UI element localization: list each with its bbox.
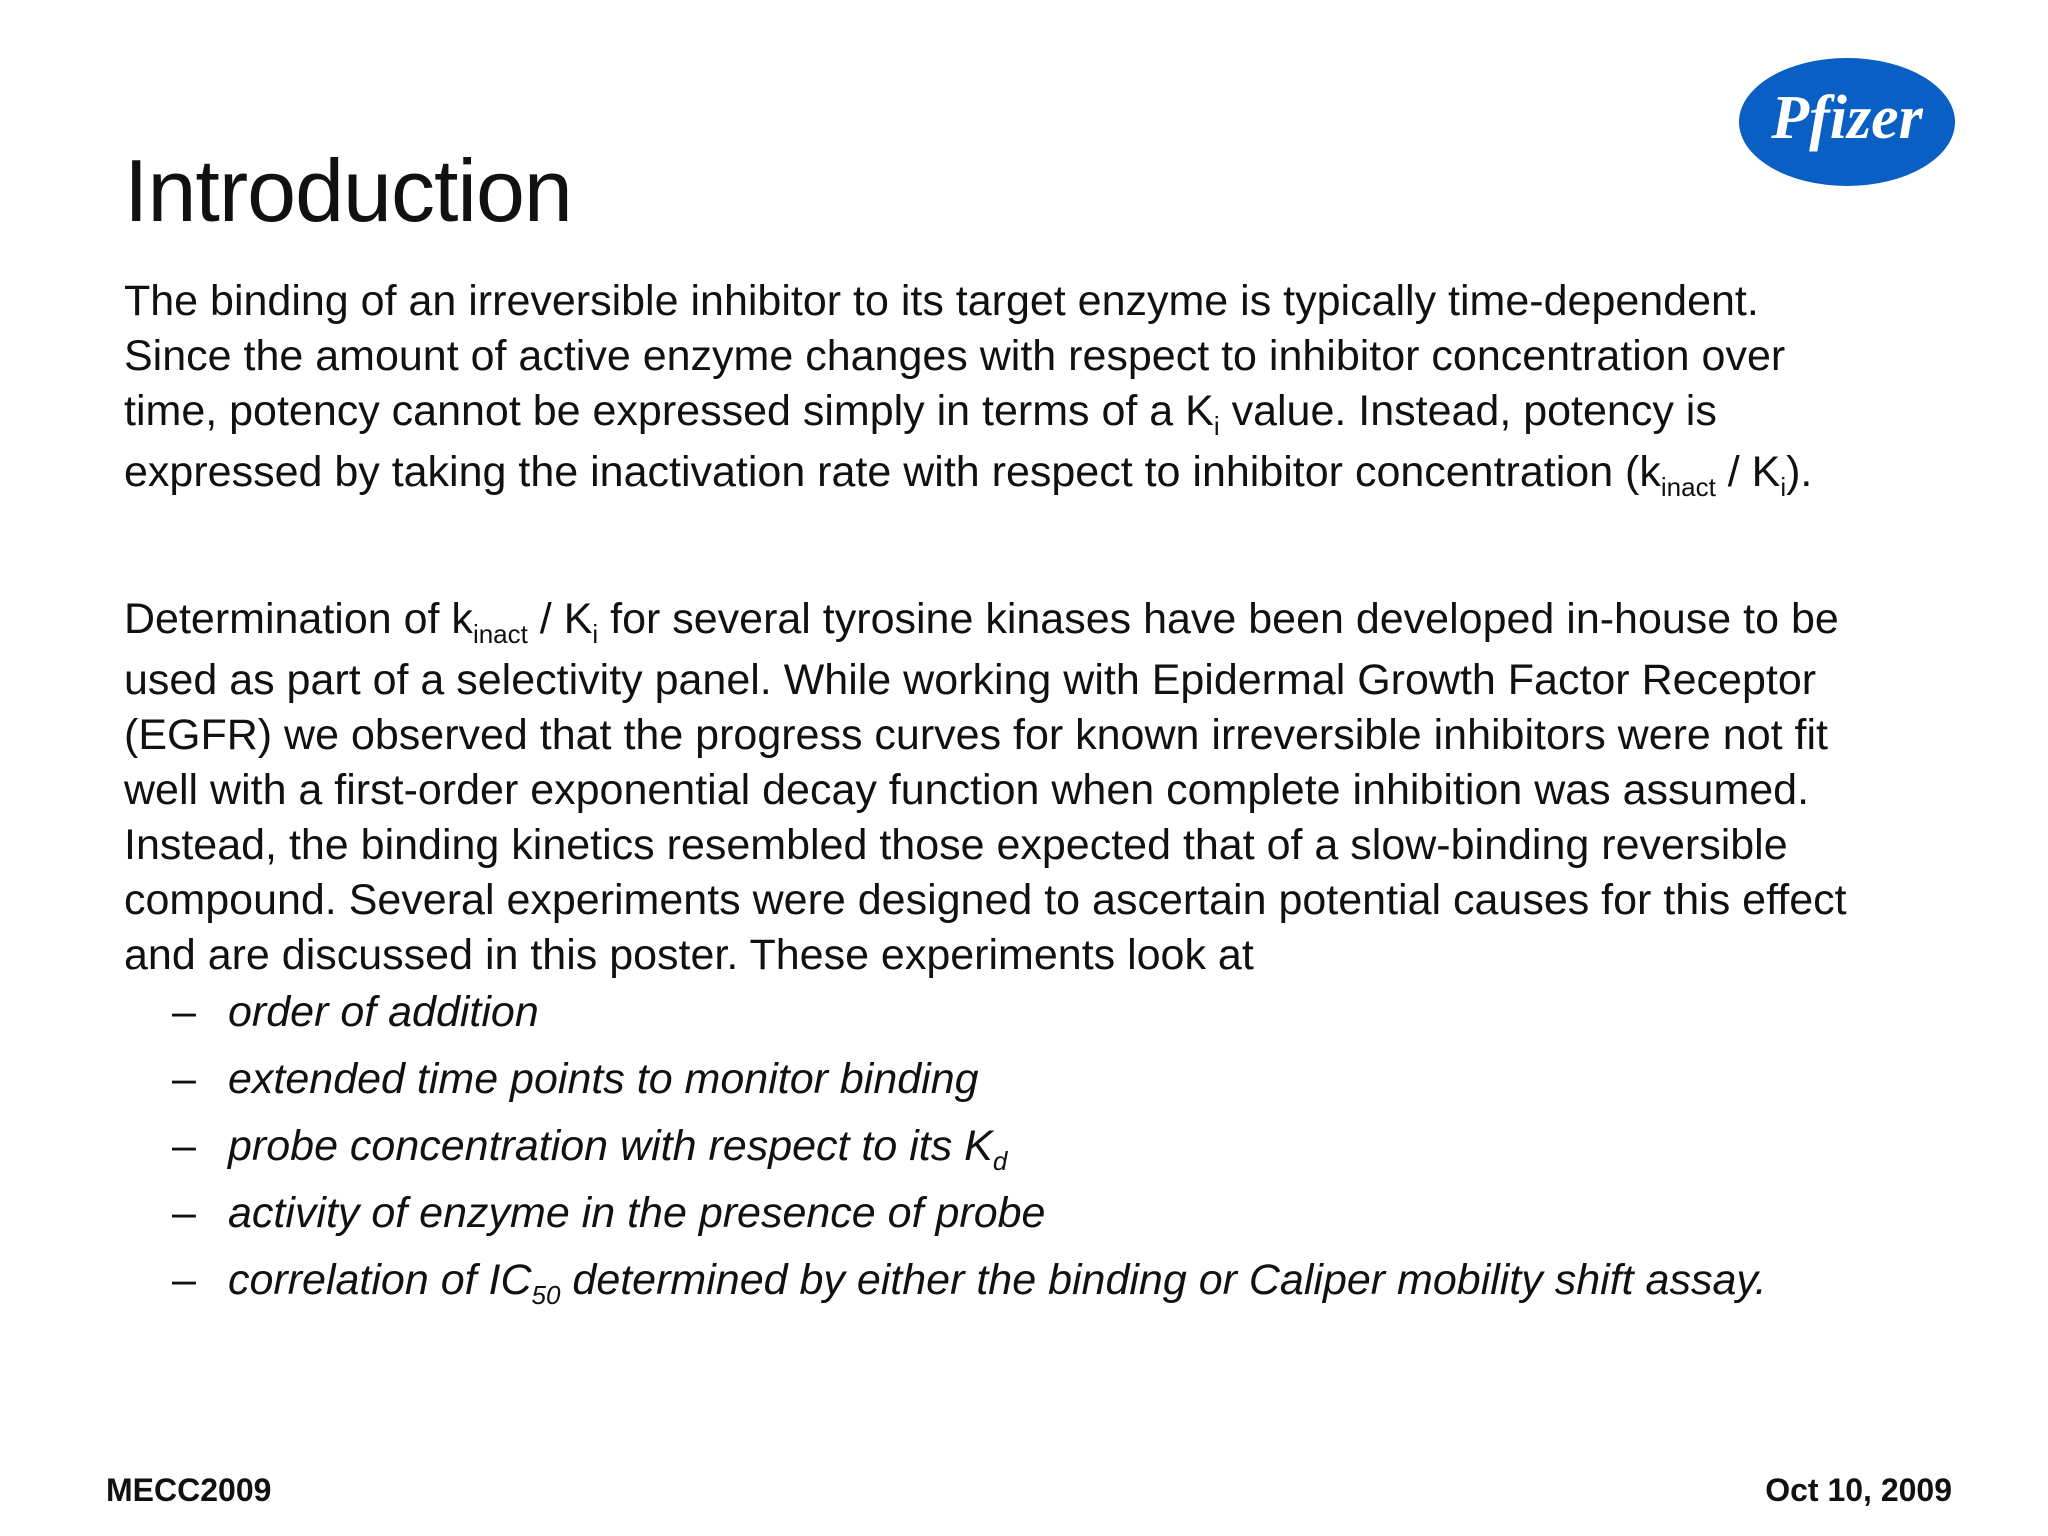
bullet-extended-time-points: extended time points to monitor binding bbox=[228, 1055, 979, 1103]
bullet-ic50-text-a: correlation of IC bbox=[228, 1256, 532, 1304]
p2-line-4: well with a first-order exponential decay function when complete inhibition was assumed. bbox=[124, 766, 1810, 814]
p2-line-3: (EGFR) we observed that the progress curves for known irreversible inhibitors were not fit bbox=[124, 711, 1828, 759]
p2-line-2: used as part of a selectivity panel. While working with Epidermal Growth Factor Receptor bbox=[124, 656, 1817, 704]
p1-line-1: The binding of an irreversible inhibitor to its target enzyme is typically time-dependent. bbox=[124, 277, 1759, 325]
p2-line-1-subscript-1: inact bbox=[472, 619, 528, 649]
bullet-order-of-addition: order of addition bbox=[228, 988, 539, 1036]
list-item bbox=[172, 1189, 1767, 1256]
bullet-ic50-text-b: determined by either the binding or Caliper mobility shift assay. bbox=[560, 1256, 1767, 1304]
page-title: Introduction bbox=[124, 141, 572, 240]
logo-text: Pfizer bbox=[1771, 84, 1923, 152]
p1-line-3 bbox=[124, 384, 2004, 439]
dash-bullet: – bbox=[172, 1055, 196, 1103]
footer-conference: MECC2009 bbox=[106, 1472, 272, 1508]
p1-line-4-subscript-2: i bbox=[1780, 472, 1787, 502]
p1-line-3-text-a: time, potency cannot be expressed simply in terms of a K bbox=[124, 387, 1214, 435]
p2-line-7: and are discussed in this poster. These experiments look at bbox=[124, 931, 1254, 979]
p1-line-4 bbox=[124, 445, 2004, 500]
bullet-probe-concentration bbox=[228, 1122, 1008, 1176]
p2-line-1-text-c: for several tyrosine kinases have been developed in-house to be bbox=[598, 595, 1839, 643]
experiment-list bbox=[172, 988, 1767, 1323]
p1-line-4-subscript-1: inact bbox=[1660, 472, 1716, 502]
p2-line-1-text-a: Determination of k bbox=[124, 595, 473, 643]
p1-line-2: Since the amount of active enzyme changes with respect to inhibitor concentration over bbox=[124, 332, 1786, 380]
p2-line-1-subscript-2: i bbox=[592, 619, 599, 649]
dash-bullet: – bbox=[172, 1122, 196, 1170]
p1-line-4-text-a: expressed by taking the inactivation rate with respect to inhibitor concentration (k bbox=[124, 448, 1661, 496]
bullet-ic50-correlation bbox=[228, 1256, 1767, 1310]
p2-line-5: Instead, the binding kinetics resembled those expected that of a slow-binding reversible bbox=[124, 821, 1788, 869]
pfizer-logo bbox=[1737, 56, 1957, 188]
bullet-enzyme-activity: activity of enzyme in the presence of probe bbox=[228, 1189, 1046, 1237]
list-item bbox=[172, 1122, 1767, 1189]
bullet-probe-subscript: d bbox=[992, 1146, 1008, 1176]
p1-line-4-text-b: / K bbox=[1715, 448, 1781, 496]
p2-line-6: compound. Several experiments were designed to ascertain potential causes for this effect bbox=[124, 876, 1847, 924]
p2-line-1 bbox=[124, 592, 2004, 647]
intro-paragraph-2 bbox=[124, 586, 2004, 983]
dash-bullet: – bbox=[172, 988, 196, 1036]
p2-line-1-text-b: / K bbox=[527, 595, 593, 643]
p1-line-3-text-b: value. Instead, potency is bbox=[1219, 387, 1717, 435]
list-item bbox=[172, 988, 1767, 1055]
list-item bbox=[172, 1055, 1767, 1122]
bullet-ic50-subscript: 50 bbox=[531, 1280, 561, 1310]
list-item bbox=[172, 1256, 1767, 1323]
dash-bullet: – bbox=[172, 1256, 196, 1304]
intro-paragraph-1 bbox=[124, 274, 2004, 506]
bullet-probe-text: probe concentration with respect to its K bbox=[228, 1122, 993, 1170]
dash-bullet: – bbox=[172, 1189, 196, 1237]
footer-date: Oct 10, 2009 bbox=[1765, 1472, 1952, 1508]
p1-line-4-text-c: ). bbox=[1786, 448, 1813, 496]
p1-line-3-subscript: i bbox=[1213, 411, 1220, 441]
